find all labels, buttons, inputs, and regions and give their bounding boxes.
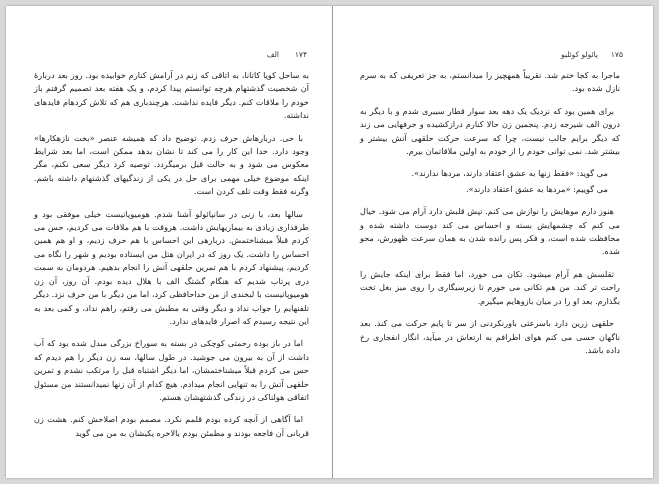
left-page-number: ۱۷۴: [294, 50, 307, 59]
paragraph: برای همین بود که نزدیک یک دهه بعد سوار قطار سیبری شدم و با دیگر به درون الف شیرجه زدم. پنجمین زن حالا کنارم درازکشیده و حرفهایی می زند که دیگر برایم جالب نیست، چرا که سرعت حرکت حلقهی آتش بیشتر و بیشتر شد. نمی توانی خودم را از خودم به اولین ملاقاتمان بیرم.: [360, 105, 620, 157]
paragraph: به ساحل کویا کاتانا، به اتاقی که زنم در آرامش کنارم خوابیده بود. روز بعد دربارهٔ آن شخصیت گذشتهام هرچه توانستم پیدا کردم، و یک هفته بعد تصمیم گرفتم باز خودم را ملاقات کنم. دیگر فایده نداشت. هرچندباری هم که تلاش کردهام فایدهای نداشته.: [34, 70, 309, 121]
paragraph: حلقهی زرین دارد باسرعتی باورنکردنی از سر تا پایم حرکت می کند. بعد ناگهان حسی می کنم هوای اطرافم به ارتعاش در میآید، انگار انفجاری رخ داده باشد.: [360, 318, 620, 355]
dialogue-line: می گوییم: «مردها به عشق اعتقاد دارند».: [466, 183, 608, 194]
right-page: [334, 6, 653, 478]
dialogue-line: می گوید: «فقط زنها به عشق اعتقاد دارند، مردها ندارند».: [411, 168, 608, 179]
page-gutter: [332, 6, 333, 478]
paragraph: ماجرا به کجا ختم شد. تقریباً همهچیز را میدانستم، به جز تعریفی که به سرم نازل شده بود.: [360, 70, 620, 94]
paragraph: اما آگاهی از آنچه کرده بودم قلمم نکرد. مصمم بودم اصلاحش کنم. هشت زن قربانی آن فاجعه بودند و مطمئن بودم بالاخره یکیشان به من می گوید: [34, 414, 309, 438]
book-spread: [6, 6, 653, 478]
paragraph: تقلسش هم آرام میشود. تکان می خورد، اما فقط برای اینکه جایش را راحت تر کند. من هم تکانی می خورم تا زیرسیگاری را روی میز بغل تخت بگذارم. بعد او را در میان بازوهایم میگیرم.: [360, 268, 620, 306]
right-body-text: [360, 69, 620, 366]
paragraph: هنوز دارم موهایش را نوازش می کنم. تپش قلبش دارد آرام می شود. خیال می کنم که چشمهایش بسته و احساس می کند دوست داشته شده و محافظت شده است، و فکر پس رانده شدن به همان سرعت ظهورش، محو شده.: [360, 206, 620, 257]
paragraph: اما در باز بوده رحمتی کوچکی در بسته به سوراخ بزرگی مبدل شده بود که آب داشت از آن به بیرون می جوشید. در طول سالها، سه زن دیگر را هم دیدم که حس می کردم قبلاً میشناختمشان، اما دیگر اشتباه قبل را مرتکب نشدم و تمرین حلقهی آتش را به تنهایی انجام میدادم. هیچ کدام از آن زنها نمیدانستند من مسئول اتفاقی هولناکی در زندگی گذشتهشان هستم.: [34, 338, 309, 402]
left-running-title: الف: [266, 50, 279, 59]
paragraph: با حی. دربارهاش حرف زدم. توضیح داد که همیشه عنصر «بخت نازهکارها» وجود دارد. خدا این کار را می کند تا نشان بدهد ممکن است، اما بعد شرایط معکوس می شود و به حالت قبل برمیگردد. توصیه کرد دیگر سعی نکنم، مگر اینکه موضوع خیلی مهمی برای حل در یکی از زندگیهای گذشتهام داشته باشم. وگرنه فقط وقت تلف کردن است.: [34, 132, 309, 197]
right-running-title: پائولو کوئلیو: [560, 50, 598, 59]
right-page-number: ۱۷۵: [610, 50, 623, 59]
left-page: [6, 6, 331, 478]
paragraph: سالها بعد، با زنی در سانپائولو آشنا شدم. هومیوپاتیست خیلی موفقی بود و طرفداری زیادی به بیماریهایش داشت. هروقت با هم ملاقات می کردیم، حس می کردم قبلاً میشناختمش. دربارهی این احساس با هم حرف زدیم، و او هم همین احساس را داشت. یک روز که در ایران هتل من ایستاده بودیم و شهر را نگاه می کردیم، پیشنهاد کردم با هم تمرین حلقهی آتش را انجام بدهیم. هردومان به سمت دری پرتاب شدیم که هنگام گشتگ الف با هلال دیده بودم. آن روز، آن زن هومیوپاتیست با لبخندی از من خداحافظی کرد، اما من دیگر با من حرف نزد. دیگر تلفنهایم را جواب نداد و دیگر وقتی به مطبش می رفتم، راهم نداد، و کمی بعد به این نتیجه رسیدم که اصرار فایدهای ندارد.: [34, 208, 309, 326]
left-body-text: [34, 69, 309, 449]
